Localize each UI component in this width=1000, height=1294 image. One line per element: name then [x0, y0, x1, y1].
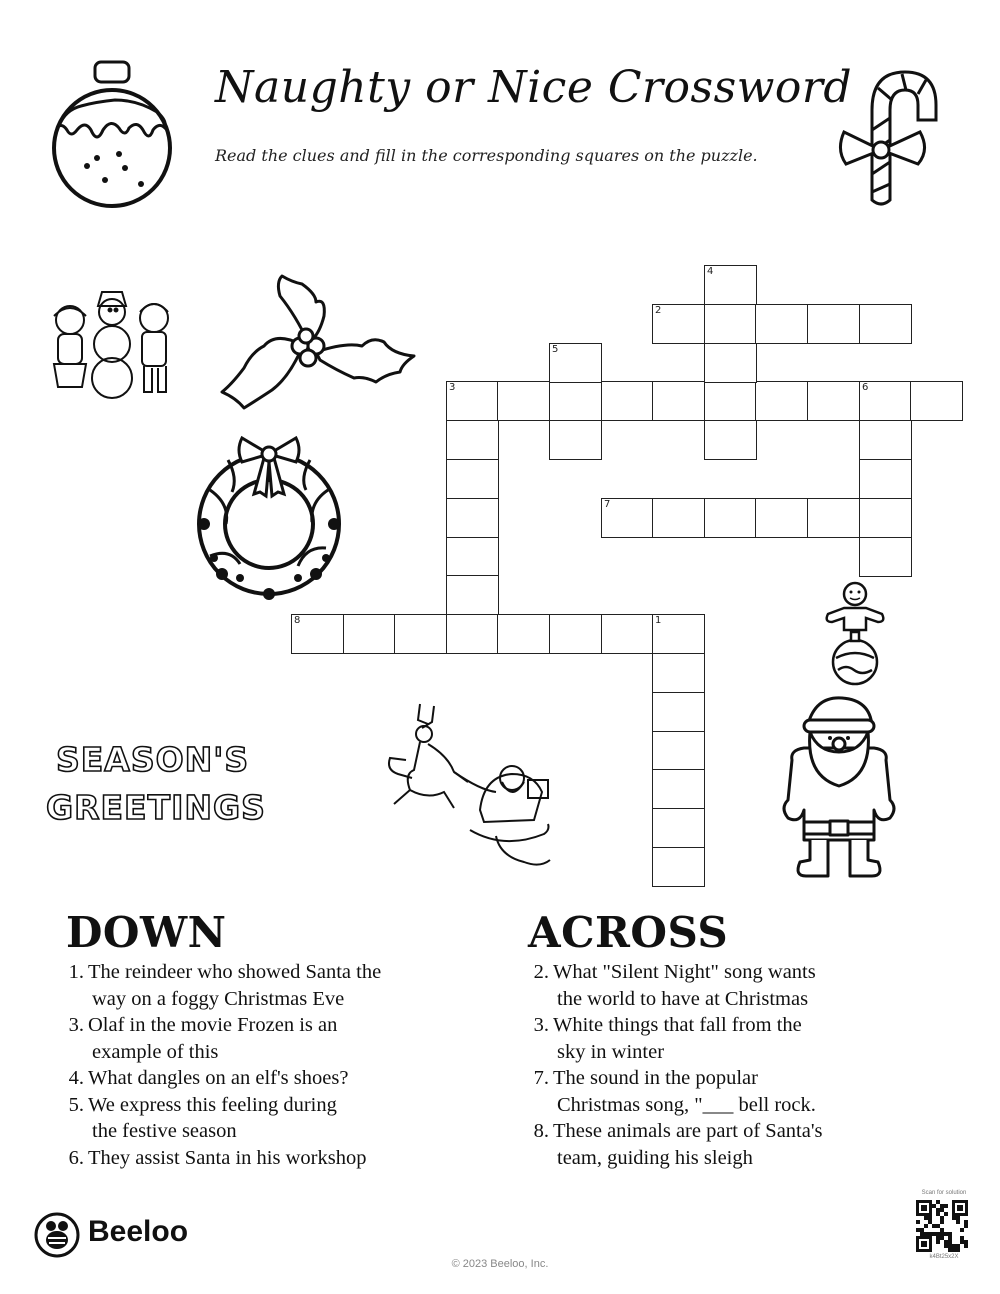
clue-item: [62, 1145, 482, 1172]
clue-line: What dangles on an elf's shoes?: [88, 1067, 349, 1089]
crossword-cell[interactable]: [652, 769, 705, 809]
crossword-cell[interactable]: [859, 537, 912, 577]
seasons-greetings-line1: SEASON'S: [56, 740, 250, 779]
clue-line: What "Silent Night" song wants: [553, 961, 816, 983]
qr-caption: Scan for solution: [921, 1190, 967, 1196]
clue-text: [88, 1065, 482, 1092]
qr-code-id: k4Bt25x2X: [929, 1254, 959, 1260]
crossword-cell[interactable]: [859, 420, 912, 460]
across-clue-list: [527, 959, 947, 1171]
crossword-cell[interactable]: [704, 498, 757, 538]
clue-number: 2: [655, 305, 662, 316]
clue-line: These animals are part of Santa's: [553, 1120, 823, 1142]
holly-icon: [216, 272, 420, 414]
crossword-cell[interactable]: [652, 731, 705, 771]
clue-text: [553, 1012, 947, 1065]
crossword-cell[interactable]: [652, 847, 705, 887]
clue-number: 1.: [68, 961, 84, 983]
clue-text: [88, 959, 482, 1012]
clue-item: [527, 1065, 947, 1118]
children-snowman-icon: [40, 282, 185, 402]
clue-item: [527, 1012, 947, 1065]
crossword-cell[interactable]: [549, 614, 602, 654]
clue-number: 5.: [68, 1093, 84, 1116]
gingerbread-ornament-icon: [820, 578, 890, 688]
crossword-cell[interactable]: [601, 614, 654, 654]
crossword-cell[interactable]: [755, 304, 808, 344]
crossword-cell[interactable]: [807, 498, 860, 538]
crossword-cell[interactable]: [859, 498, 912, 538]
crossword-cell[interactable]: [497, 614, 550, 654]
crossword-cell[interactable]: [704, 304, 757, 344]
clue-number: 2.: [533, 961, 549, 983]
crossword-cell[interactable]: [446, 459, 499, 499]
crossword-cell[interactable]: [446, 498, 499, 538]
clue-line: The sound in the popular: [553, 1067, 758, 1089]
santa-icon: [770, 690, 908, 880]
crossword-cell[interactable]: [446, 614, 499, 654]
clue-line: example of this: [92, 1040, 219, 1063]
seasons-greetings-line2: GREETINGS: [46, 788, 266, 827]
clue-item: [62, 1092, 482, 1145]
crossword-cell[interactable]: [704, 381, 757, 421]
beeloo-logo-icon: [34, 1212, 80, 1258]
crossword-cell[interactable]: [859, 304, 912, 344]
crossword-cell[interactable]: [652, 381, 705, 421]
crossword-cell[interactable]: [549, 420, 602, 460]
crossword-cell[interactable]: [446, 381, 499, 421]
crossword-cell[interactable]: [394, 614, 447, 654]
clue-number: 3.: [68, 1014, 84, 1036]
crossword-cell[interactable]: [446, 537, 499, 577]
clue-number: 1: [655, 615, 662, 626]
sleigh-reindeer-icon: [384, 700, 556, 878]
clue-line: the festive season: [92, 1120, 237, 1142]
clue-number: 3.: [533, 1014, 549, 1036]
down-heading: DOWN: [66, 908, 227, 957]
crossword-cell[interactable]: [652, 653, 705, 693]
crossword-cell[interactable]: [343, 614, 396, 654]
clue-item: [527, 1118, 947, 1171]
crossword-cell[interactable]: [497, 381, 550, 421]
down-clue-list: [62, 959, 482, 1171]
crossword-cell[interactable]: [446, 420, 499, 460]
crossword-cell[interactable]: [859, 381, 912, 421]
page-title: Naughty or Nice Crossword: [215, 62, 853, 113]
crossword-cell[interactable]: [652, 304, 705, 344]
across-heading: ACROSS: [528, 908, 729, 957]
clue-text: [553, 1065, 947, 1118]
clue-number: 8: [294, 615, 301, 626]
clue-number: 8.: [533, 1120, 549, 1142]
clue-line: team, guiding his sleigh: [557, 1146, 753, 1169]
qr-code-icon[interactable]: [916, 1200, 968, 1252]
crossword-cell[interactable]: [601, 381, 654, 421]
crossword-cell[interactable]: [704, 420, 757, 460]
clue-text: [88, 1012, 482, 1065]
clue-text: [88, 1092, 482, 1145]
clue-number: 6.: [68, 1146, 84, 1169]
clue-line: They assist Santa in his workshop: [88, 1146, 367, 1169]
candy-cane-icon: [830, 60, 950, 210]
crossword-cell[interactable]: [755, 381, 808, 421]
crossword-cell[interactable]: [549, 381, 602, 421]
clue-number: 3: [449, 382, 456, 393]
clue-line: sky in winter: [557, 1040, 665, 1063]
clue-line: way on a foggy Christmas Eve: [92, 987, 345, 1010]
clue-line: The reindeer who showed Santa the: [88, 961, 382, 983]
clue-number: 7.: [533, 1067, 549, 1089]
crossword-cell[interactable]: [601, 498, 654, 538]
clue-number: 6: [862, 382, 869, 393]
crossword-cell[interactable]: [446, 575, 499, 615]
crossword-cell[interactable]: [859, 459, 912, 499]
clue-number: 5: [552, 344, 559, 355]
clue-text: [553, 959, 947, 1012]
crossword-cell[interactable]: [807, 381, 860, 421]
clue-line: We express this feeling during: [88, 1093, 337, 1116]
page-subtitle: Read the clues and fill in the corresponding squares on the puzzle.: [215, 146, 758, 165]
crossword-cell[interactable]: [704, 265, 757, 305]
wreath-icon: [180, 428, 358, 606]
crossword-cell[interactable]: [652, 808, 705, 848]
clue-line: White things that fall from the: [553, 1014, 802, 1036]
crossword-cell[interactable]: [652, 498, 705, 538]
clue-line: Olaf in the movie Frozen is an: [88, 1014, 338, 1036]
crossword-cell[interactable]: [652, 614, 705, 654]
clue-item: [527, 959, 947, 1012]
copyright-text: © 2023 Beeloo, Inc.: [451, 1258, 549, 1270]
crossword-cell[interactable]: [910, 381, 963, 421]
clue-line: Christmas song, "___ bell rock.: [557, 1093, 816, 1116]
clue-item: [62, 959, 482, 1012]
crossword-cell[interactable]: [807, 304, 860, 344]
crossword-cell[interactable]: [755, 498, 808, 538]
clue-number: 4: [707, 266, 714, 277]
crossword-cell[interactable]: [291, 614, 344, 654]
crossword-cell[interactable]: [549, 343, 602, 383]
clue-item: [62, 1065, 482, 1092]
clue-number: 4.: [68, 1067, 84, 1089]
clue-number: 7: [604, 499, 611, 510]
clue-item: [62, 1012, 482, 1065]
ornament-icon: [45, 58, 180, 210]
clue-text: [88, 1145, 482, 1172]
crossword-cell[interactable]: [704, 343, 757, 383]
brand-name: Beeloo: [88, 1215, 189, 1248]
clue-line: the world to have at Christmas: [557, 987, 809, 1010]
crossword-cell[interactable]: [652, 692, 705, 732]
clue-text: [553, 1118, 947, 1171]
